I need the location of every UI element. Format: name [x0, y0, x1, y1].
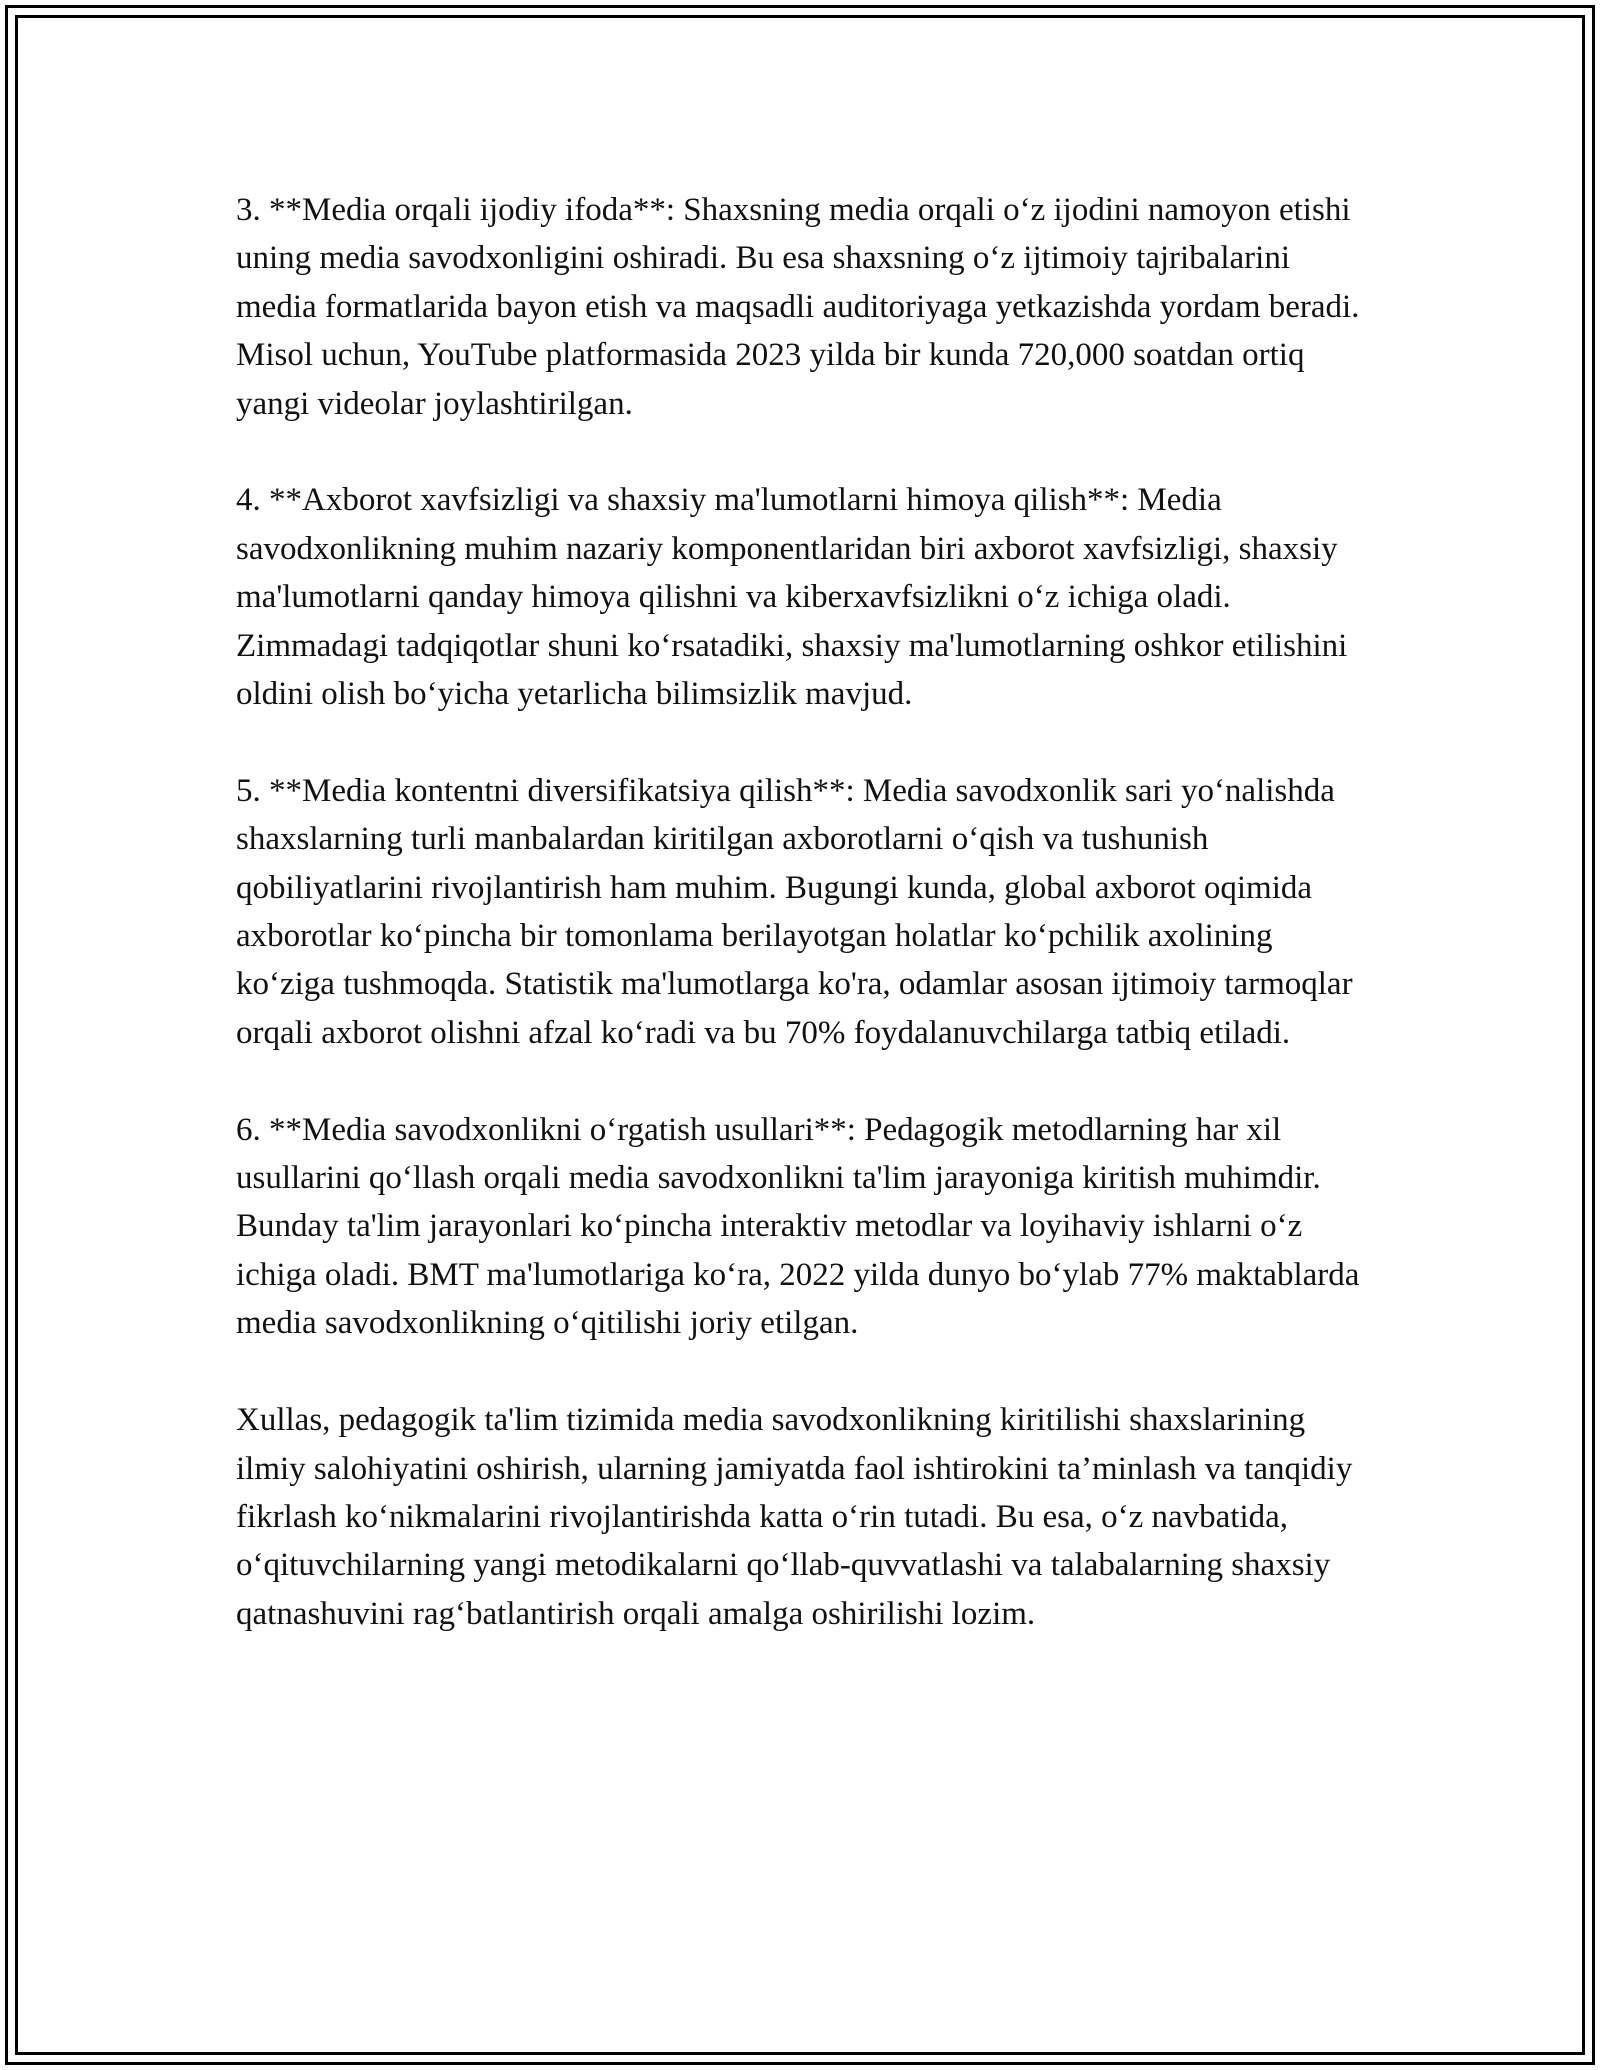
paragraph-creative-expression: 3. **Media orqali ijodiy ifoda**: Shaxsning media orqali o‘z ijodini namoyon etishi uning media savodxonligini oshiradi. Bu esa shaxsning o‘z ijtimoiy tajribalarini media formatlarida bayon etish va maqsadli auditoriyaga yetkazishda yordam beradi. Misol uchun, YouTube platformasida 2023 yilda bir kunda 720,000 soatdan ortiq yangi videolar joylashtirilgan. [236, 192, 1360, 422]
paragraph-content-diversification: 5. **Media kontentni diversifikatsiya qilish**: Media savodxonlik sari yo‘nalishda shaxslarning turli manbalardan kiritilgan axborotlarni o‘qish va tushunish qobiliyatlarini rivojlantirish ham muhim. Bugungi kunda, global axborot oqimida axborotlar ko‘pincha bir tomonlama berilayotgan holatlar ko‘pchilik axolining ko‘ziga tushmoqda. Statistik ma'lumotlarga ko'ra, odamlar asosan ijtimoiy tarmoqlar orqali axborot olishni afzal ko‘radi va bu 70% foydalanuvchilarga tatbiq etiladi. [236, 772, 1353, 1051]
document-body [236, 186, 1366, 1638]
paragraph-teaching-methods: 6. **Media savodxonlikni o‘rgatish usullari**: Pedagogik metodlarning har xil usullarini qo‘llash orqali media savodxonlikni ta'lim jarayoniga kiritish muhimdir. Bunday ta'lim jarayonlari ko‘pincha interaktiv metodlar va loyihaviy ishlarni o‘z ichiga oladi. BMT ma'lumotlariga ko‘ra, 2022 yilda dunyo bo‘ylab 77% maktablarda media savodxonlikning o‘qitilishi joriy etilgan. [236, 1111, 1360, 1342]
paragraph-information-security: 4. **Axborot xavfsizligi va shaxsiy ma'lumotlarni himoya qilish**: Media savodxonlikning muhim nazariy komponentlaridan biri axborot xavfsizligi, shaxsiy ma'lumotlarni qanday himoya qilishni va kiberxavfsizlikni o‘z ichiga oladi. Zimmadagi tadqiqotlar shuni ko‘rsatadiki, shaxsiy ma'lumotlarning oshkor etilishini oldini olish bo‘yicha yetarlicha bilimsizlik mavjud. [236, 482, 1348, 713]
paragraph-conclusion: Xullas, pedagogik ta'lim tizimida media savodxonlikning kiritilishi shaxslarining ilmiy salohiyatini oshirish, ularning jamiyatda faol ishtirokini ta’minlash va tanqidiy fikrlash ko‘nikmalarini rivojlantirishda katta o‘rin tutadi. Bu esa, o‘z navbatida, o‘qituvchilarning yangi metodikalarni qo‘llab-quvvatlashi va talabalarning shaxsiy qatnashuvini rag‘batlantirish orqali amalga oshirilishi lozim. [236, 1402, 1353, 1632]
